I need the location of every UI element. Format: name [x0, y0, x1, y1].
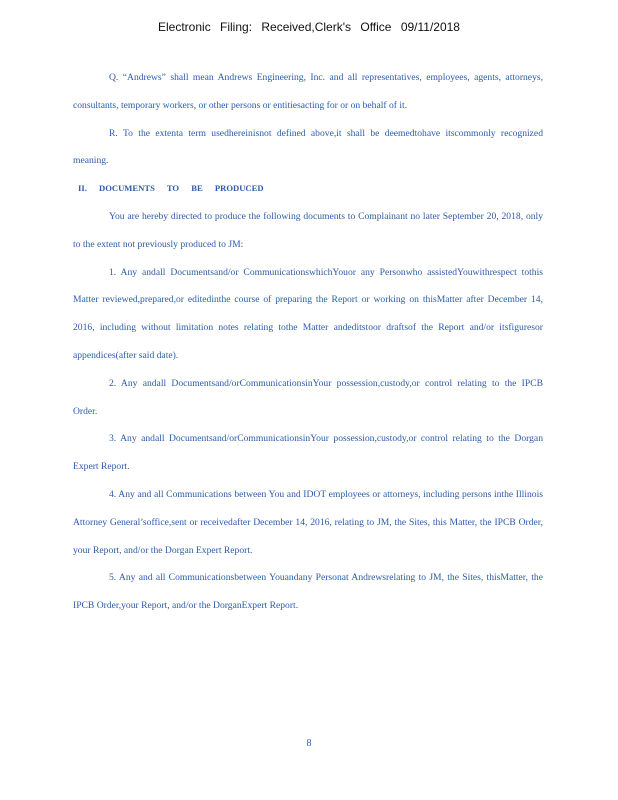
request-item-5: 5. Any and all Communicationsbetween Youandany Personat Andrewsrelating to JM, the Sites, thisMatter, the IPCB Order,your Report, and/or the DorganExpert Report. [73, 572, 543, 612]
document-body [73, 64, 543, 620]
page-number: 8 [306, 738, 312, 749]
intro-paragraph: You are hereby directed to produce the following documents to Complainant no later September 20, 2018, only to the extent not previously produced to JM: [73, 210, 543, 250]
definition-r: R. To the extenta term usedhereinisnot defined above,it shall be deemedtohave itscommonly recognized meaning. [73, 127, 543, 167]
request-item-1: 1. Any andall Documentsand/or CommunicationswhichYouor any Personwho assistedYouwithrespect tothis Matter reviewed,prepared,or editedinthe course of preparing the Report or working on thisMatter after December 14, 2016, including without limitation notes relating tothe Matter andeditstoor draftsof the Report and/or itsfiguresor appendices(after said date). [73, 266, 543, 361]
definition-q: Q. “Andrews” shall mean Andrews Engineering, Inc. and all representatives, employees, agents, attorneys, consultants, temporary workers, or other persons or entitiesacting for or on behalf of it. [73, 72, 543, 111]
request-item-2: 2. Any andall Documentsand/orCommunicationsinYour possession,custody,or control relating to the IPCB Order. [73, 377, 543, 417]
request-item-3: 3. Any andall Documentsand/orCommunicationsinYour possession,custody,or control relating to the Dorgan Expert Report. [73, 433, 543, 473]
request-item-4: 4. Any and all Communications between You and IDOT employees or attorneys, including persons inthe Illinois Attorney General’soffice,sent or receivedafter December 14, 2016, relating to JM, the Sites, this Matter, the IPCB Order, your Report, and/or the Dorgan Expert Report. [73, 488, 543, 556]
filing-header: Electronic Filing: Received,Clerk's Office 09/11/2018 [158, 20, 460, 34]
section-heading: II. DOCUMENTS TO BE PRODUCED [78, 183, 264, 194]
